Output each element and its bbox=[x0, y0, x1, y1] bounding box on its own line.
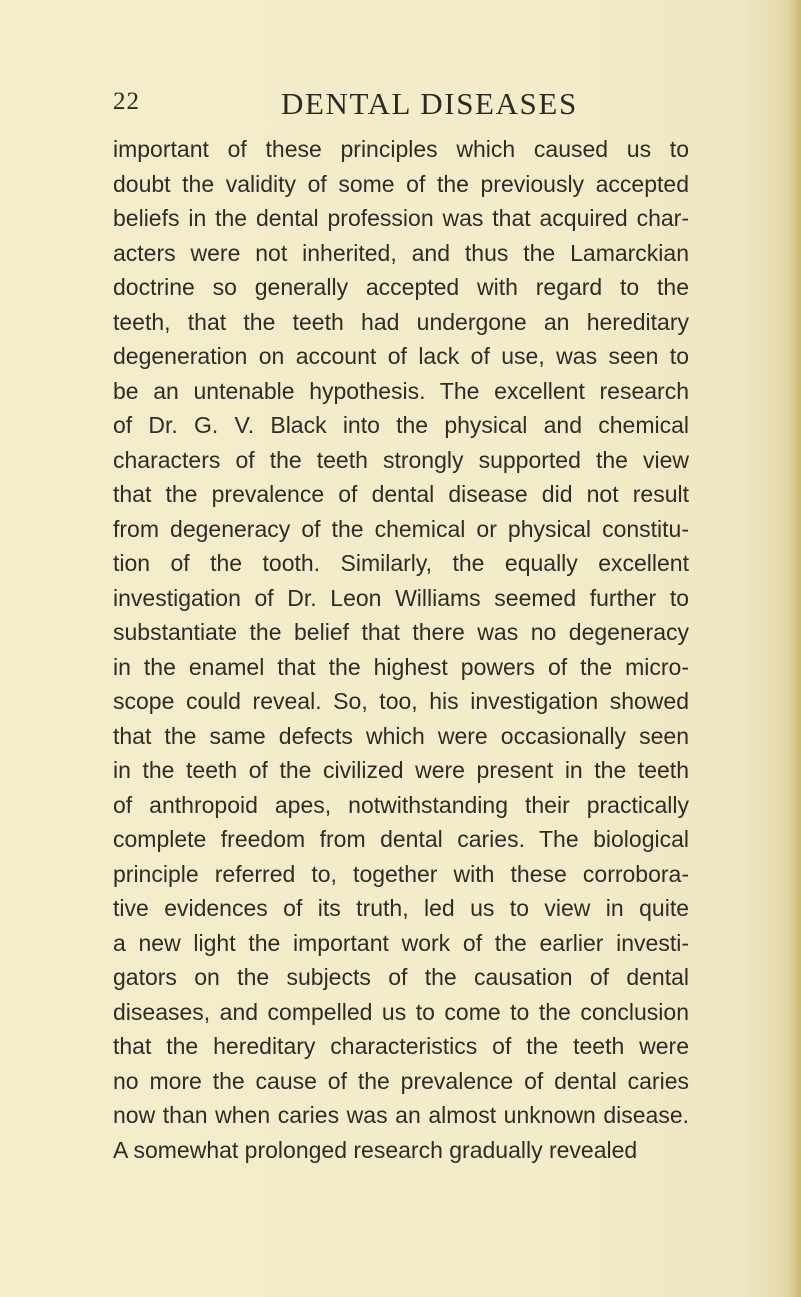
text-line: gators on the subjects of the causation of dental bbox=[113, 964, 689, 990]
body-paragraph bbox=[113, 132, 689, 1167]
text-line: of anthropoid apes, notwithstanding their practically bbox=[113, 791, 689, 818]
text-line: beliefs in the dental profession was that acquired char- bbox=[113, 205, 689, 231]
text-line: investigation of Dr. Leon Williams seemed further to bbox=[113, 584, 689, 611]
text-line: a new light the important work of the earlier investi- bbox=[113, 929, 689, 956]
text-line: tive evidences of its truth, led us to view in quite bbox=[113, 895, 689, 921]
text-line: degeneration on account of lack of use, was seen to bbox=[113, 343, 689, 369]
text-line: substantiate the belief that there was no degeneracy bbox=[113, 619, 689, 645]
text-line: characters of the teeth strongly supported the view bbox=[113, 446, 689, 473]
text-line: diseases, and compelled us to come to the conclusion bbox=[113, 998, 689, 1025]
text-line: that the same defects which were occasionally seen bbox=[113, 722, 689, 749]
text-line: doctrine so generally accepted with regard to the bbox=[113, 274, 689, 300]
running-title: DENTAL DISEASES bbox=[281, 86, 578, 121]
running-head bbox=[113, 86, 689, 126]
text-line: now than when caries was an almost unknown disease. bbox=[113, 1102, 689, 1128]
text-line: acters were not inherited, and thus the Lamarckian bbox=[113, 239, 689, 266]
page-edge-shading bbox=[789, 0, 801, 1297]
text-line: important of these principles which caused us to bbox=[113, 136, 689, 162]
text-line: no more the cause of the prevalence of dental caries bbox=[113, 1067, 689, 1094]
text-line: complete freedom from dental caries. The biological bbox=[113, 826, 689, 852]
text-line: scope could reveal. So, too, his investigation showed bbox=[113, 688, 689, 714]
text-line: that the hereditary characteristics of the teeth were bbox=[113, 1033, 689, 1059]
text-line: A somewhat prolonged research gradually revealed bbox=[113, 1136, 638, 1163]
page-number: 22 bbox=[113, 88, 140, 115]
text-line: be an untenable hypothesis. The excellent research bbox=[113, 377, 689, 404]
text-line: teeth, that the teeth had undergone an hereditary bbox=[113, 308, 689, 335]
text-line: from degeneracy of the chemical or physical constitu- bbox=[113, 515, 689, 542]
text-line: tion of the tooth. Similarly, the equally excellent bbox=[113, 550, 689, 576]
text-line: in the enamel that the highest powers of the micro- bbox=[113, 653, 689, 680]
text-line: in the teeth of the civilized were present in the teeth bbox=[113, 757, 689, 783]
text-line: doubt the validity of some of the previously accepted bbox=[113, 170, 689, 197]
text-line: of Dr. G. V. Black into the physical and chemical bbox=[113, 412, 689, 438]
text-line: principle referred to, together with these corrobora- bbox=[113, 860, 689, 887]
text-line: that the prevalence of dental disease did not result bbox=[113, 481, 689, 507]
